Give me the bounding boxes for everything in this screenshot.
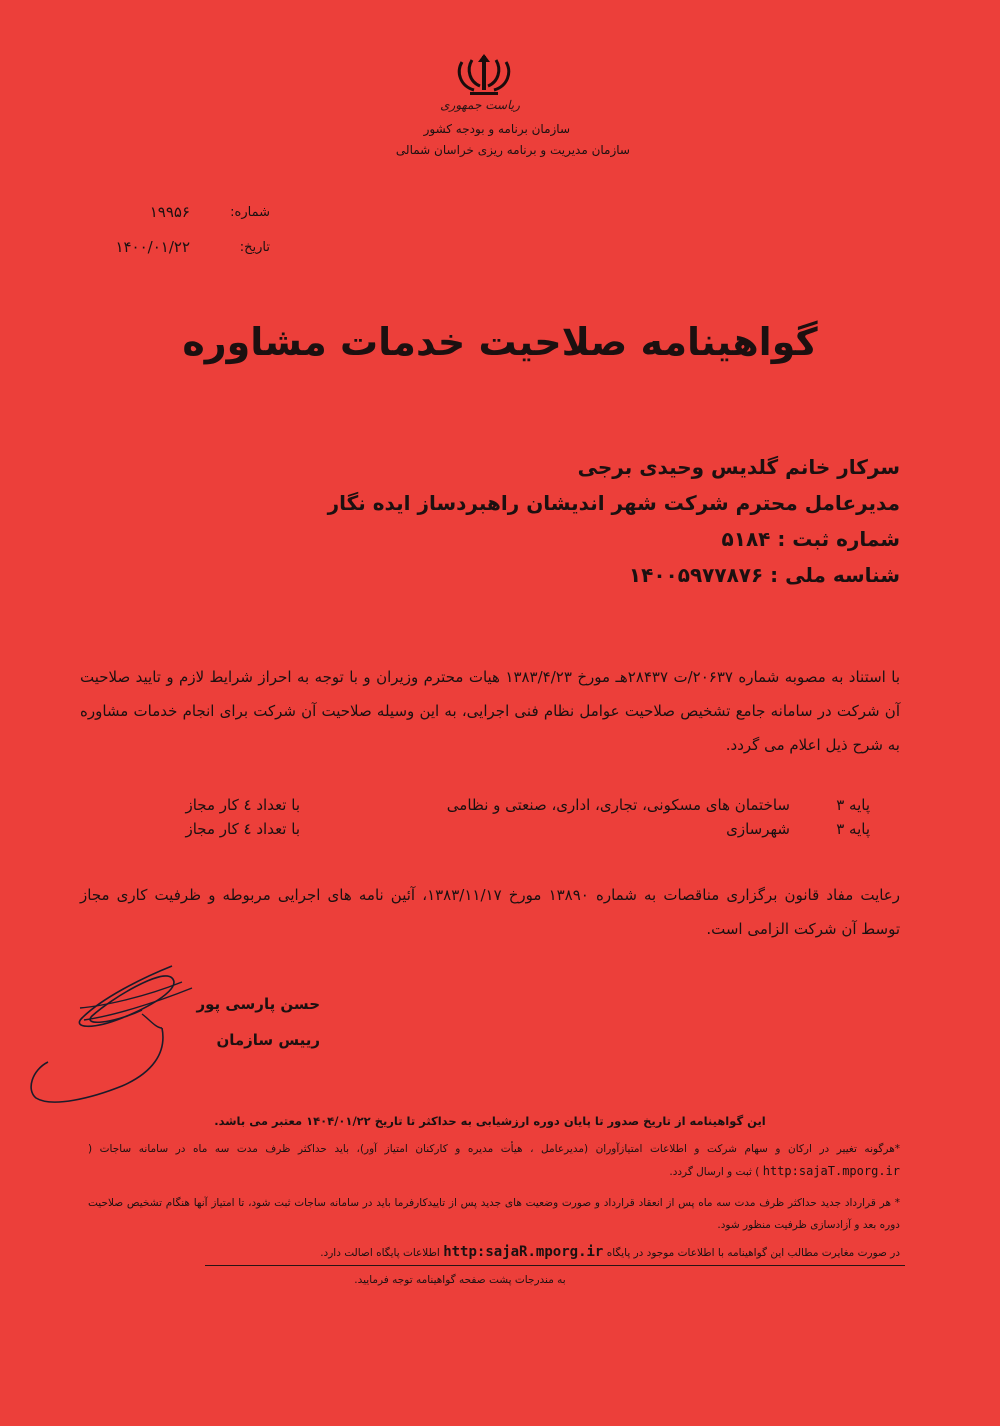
registration-number: شماره ثبت : ۵۱۸۴	[721, 527, 900, 551]
date-label: تاریخ:	[239, 240, 270, 255]
org-name-line1: سازمان برنامه و بودجه کشور	[423, 122, 570, 136]
addressee-company: مدیرعامل محترم شرکت شهر اندیشان راهبردساز ایده نگار	[327, 491, 900, 515]
footnote-1-text-end: ) ثبت و ارسال گردد.	[669, 1166, 760, 1178]
footnote-3-text-end: اطلاعات پایگاه اصالت دارد.	[320, 1247, 440, 1259]
skill-count: با تعداد ٤ کار مجاز	[185, 820, 300, 838]
footnote-2: * هر قرارداد جدید حداکثر ظرف مدت سه ماه پس از انعقاد قرارداد و صورت وضعیت های جدید پس از تاییدکارفرما باید در سامانه ساجات ثبت شود، تا امتیاز آنها هنگام تشخیص صلاحیت دوره بعد و آزادسازی ظرفیت منظور شود.	[88, 1197, 900, 1231]
org-top-label: ریاست جمهوری	[440, 98, 520, 112]
number-label: شماره:	[230, 205, 270, 220]
validity-statement: این گواهینامه از تاریخ صدور تا پایان دوره ارزشیابی به حداکثر تا تاریخ ۱۴۰۴/۰۱/۲۲ معتبر می باشد.	[214, 1114, 766, 1128]
skill-field: شهرسازی	[726, 820, 790, 838]
footnote-4: به مندرجات پشت صفحه گواهینامه توجه فرمایید.	[354, 1274, 566, 1286]
body-paragraph-2: رعایت مفاد قانون برگزاری مناقصات به شماره ۱۳۸۹۰ مورخ ۱۳۸۳/۱۱/۱۷، آئین نامه های اجرایی مربوطه و ظرفیت کاری مجاز توسط آن شرکت الزامی است.	[80, 886, 901, 938]
date-value: ۱۴۰۰/۰۱/۲۲	[115, 238, 190, 256]
skill-count: با تعداد ٤ کار مجاز	[185, 796, 300, 814]
sajat-link[interactable]: http:sajaT.mporg.ir	[762, 1164, 900, 1178]
certificate-title: گواهینامه صلاحیت خدمات مشاوره	[182, 320, 818, 364]
footnote-3-text: در صورت مغایرت مطالب این گواهینامه با اطلاعات موجود در پایگاه	[606, 1247, 900, 1259]
footnote-underline	[205, 1265, 905, 1266]
skill-grade: پایه ۳	[836, 796, 870, 814]
signatory-title: رییس سازمان	[216, 1031, 320, 1049]
signatory-name: حسن پارسی پور	[196, 995, 320, 1013]
sajar-link[interactable]: http:sajaR.mporg.ir	[443, 1244, 604, 1260]
skill-grade: پایه ۳	[836, 820, 870, 838]
footnote-1-text: *هرگونه تغییر در ارکان و سهام شرکت و اطلاعات امتیازآوران (مدیرعامل ، هیأت مدیره و کارکنان امتیاز آور)، باید حداکثر ظرف مدت سه ماه در سامانه ساجات (	[88, 1143, 900, 1155]
skill-field: ساختمان های مسکونی، تجاری، اداری، صنعتی و نظامی	[446, 796, 790, 814]
body-paragraph-1: با استناد به مصوبه شماره ۲۰۶۳۷/ت ۲۸۴۳۷هـ مورخ ۱۳۸۳/۴/۲۳ هیات محترم وزیران و با توجه به احراز شرایط لازم و تایید صلاحیت آن شرکت در سامانه جامع تشخیص صلاحیت عوامل نظام فنی اجرایی، به این وسیله صلاحیت آن شرکت برای انجام خدمات مشاوره به شرح ذیل اعلام می گردد.	[80, 668, 900, 754]
iran-emblem-icon	[452, 52, 516, 96]
org-name-line2: سازمان مدیریت و برنامه ریزی خراسان شمالی	[395, 143, 630, 157]
number-value: ۱۹۹۵۶	[149, 203, 190, 221]
national-id: شناسه ملی : ۱۴۰۰۵۹۷۷۸۷۶	[628, 563, 900, 587]
footnote-1	[88, 1138, 900, 1183]
addressee-name: سرکار خانم گلدیس وحیدی برجی	[577, 455, 900, 479]
footnote-3	[150, 1244, 900, 1260]
